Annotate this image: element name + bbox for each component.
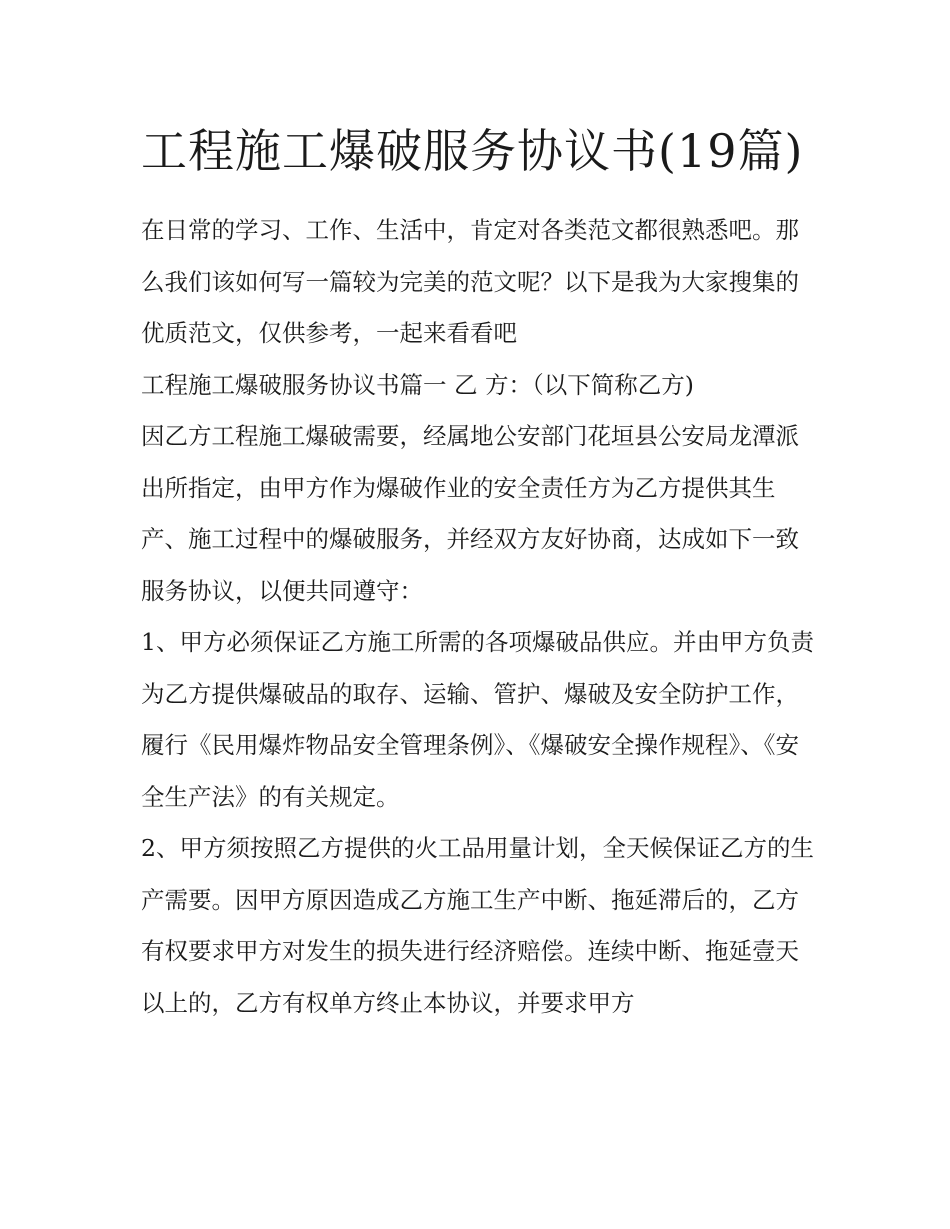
intro-paragraph: 在日常的学习、工作、生活中，肯定对各类范文都很熟悉吧。那么我们该如何写一篇较为完美的范文呢？以下是我为大家搜集的优质范文，仅供参考，一起来看看吧 — [141, 216, 799, 347]
document-title: 工程施工爆破服务协议书(19篇) — [141, 124, 804, 178]
section-heading-paragraph: 工程施工爆破服务协议书篇一 乙 方：（以下简称乙方) — [141, 370, 694, 399]
clause-1-paragraph: 1、甲方必须保证乙方施工所需的各项爆破品供应。并由甲方负责为乙方提供爆破品的取存、运输、管护、爆破及安全防护工作，履行《民用爆炸物品安全管理条例》、《爆破安全操作规程》、《安全生产法》的有关规定。 — [141, 628, 814, 811]
preamble-paragraph: 因乙方工程施工爆破需要，经属地公安部门花垣县公安局龙潭派出所指定，由甲方作为爆破作业的安全责任方为乙方提供其生产、施工过程中的爆破服务，并经双方友好协商，达成如下一致服务协议，以便共同遵守： — [141, 422, 799, 605]
document-body — [141, 112, 816, 1029]
clause-2-paragraph: 2、甲方须按照乙方提供的火工品用量计划，全天候保证乙方的生产需要。因甲方原因造成乙方施工生产中断、拖延滞后的，乙方有权要求甲方对发生的损失进行经济赔偿。连续中断、拖延壹天以上的，乙方有权单方终止本协议，并要求甲方 — [141, 834, 814, 1017]
